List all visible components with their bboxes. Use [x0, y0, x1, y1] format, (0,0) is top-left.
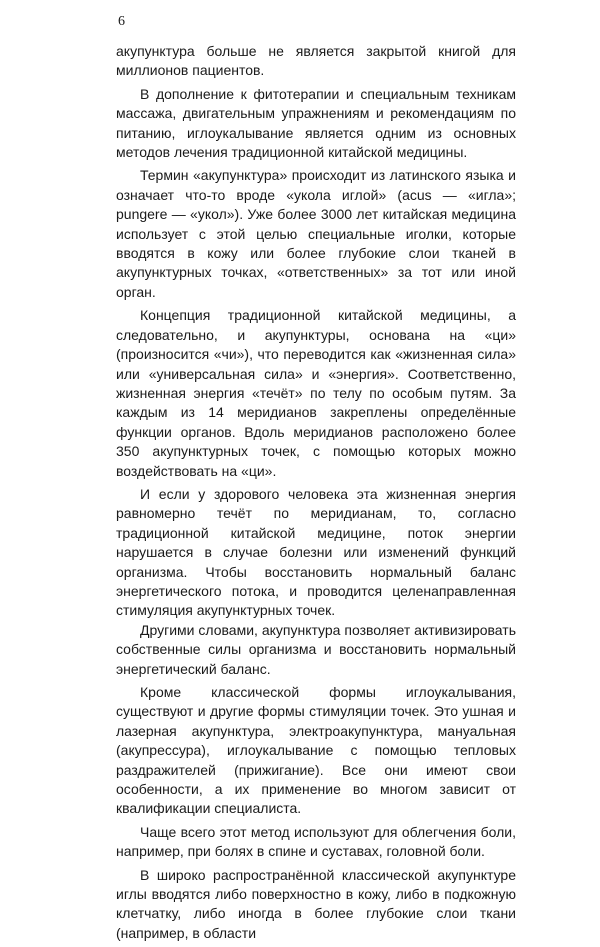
paragraph-9: В широко распространённой классической акупунктуре иглы вводятся либо поверхностно в кожу, либо в подкожную клетчатку, либо иногда в более глубокие слои ткани (например, в области [116, 866, 516, 941]
paragraph-3: Термин «акупунктура» происходит из латинского языка и означает что-то вроде «укола иглой» (acus — «игла»; pungere — «укол»). Уже более 3000 лет китайская медицина использует с этой целью специальные иголки, которые вводятся в кожу или более глубокие слои тканей в акупунктурных точках, «ответственных» за тот или иной орган. [116, 167, 516, 300]
paragraph-4: Концепция традиционной китайской медицины, а следовательно, и акупунктуры, основана на «ци» (произносится «чи»), что переводится как «жизненная сила» или «универсальная сила» и «энергия». Соответственно, жизненная энергия «течёт» по телу по особым путям. За каждым из 14 меридианов закреплены определённые функции органов. Вдоль меридианов расположено более 350 акупунктурных точек, с помощью которых можно воздействовать на «ци». [116, 307, 516, 479]
page-number: 6 [118, 14, 125, 29]
paragraph-2: В дополнение к фитотерапии и специальным техникам массажа, двигательным упражнениям и рекомендациям по питанию, иглоукалывание является одним из основных методов лечения традиционной китайской медицины. [116, 85, 516, 161]
paragraph-6: Другими словами, акупунктура позволяет активизировать собственные силы организма и восстановить нормальный энергетический баланс. [116, 621, 516, 677]
paragraph-5: И если у здорового человека эта жизненная энергия равномерно течёт по меридианам, то, согласно традиционной китайской медицине, поток энергии нарушается в случае болезни или изменений функций организма. Чтобы восстановить нормальный баланс энергетического потока, и проводится целенаправленная стимуляция акупунктурных точек. [116, 485, 516, 619]
paragraph-7: Кроме классической формы иглоукалывания, существуют и другие формы стимуляции точек. Это ушная и лазерная акупунктура, электроакупунктура, мануальная (акупрессура), иглоукалывание с помощью тепловых раздражителей (прижигание). Все они имеют свои особенности, а их применение во многом зависит от квалификации специалиста. [116, 684, 516, 817]
paragraph-1: акупунктура больше не является закрытой книгой для миллионов пациентов. [116, 43, 516, 79]
paragraph-8: Чаще всего этот метод используют для облегчения боли, например, при болях в спине и суставах, головной боли. [116, 823, 516, 860]
body-text [116, 42, 516, 947]
